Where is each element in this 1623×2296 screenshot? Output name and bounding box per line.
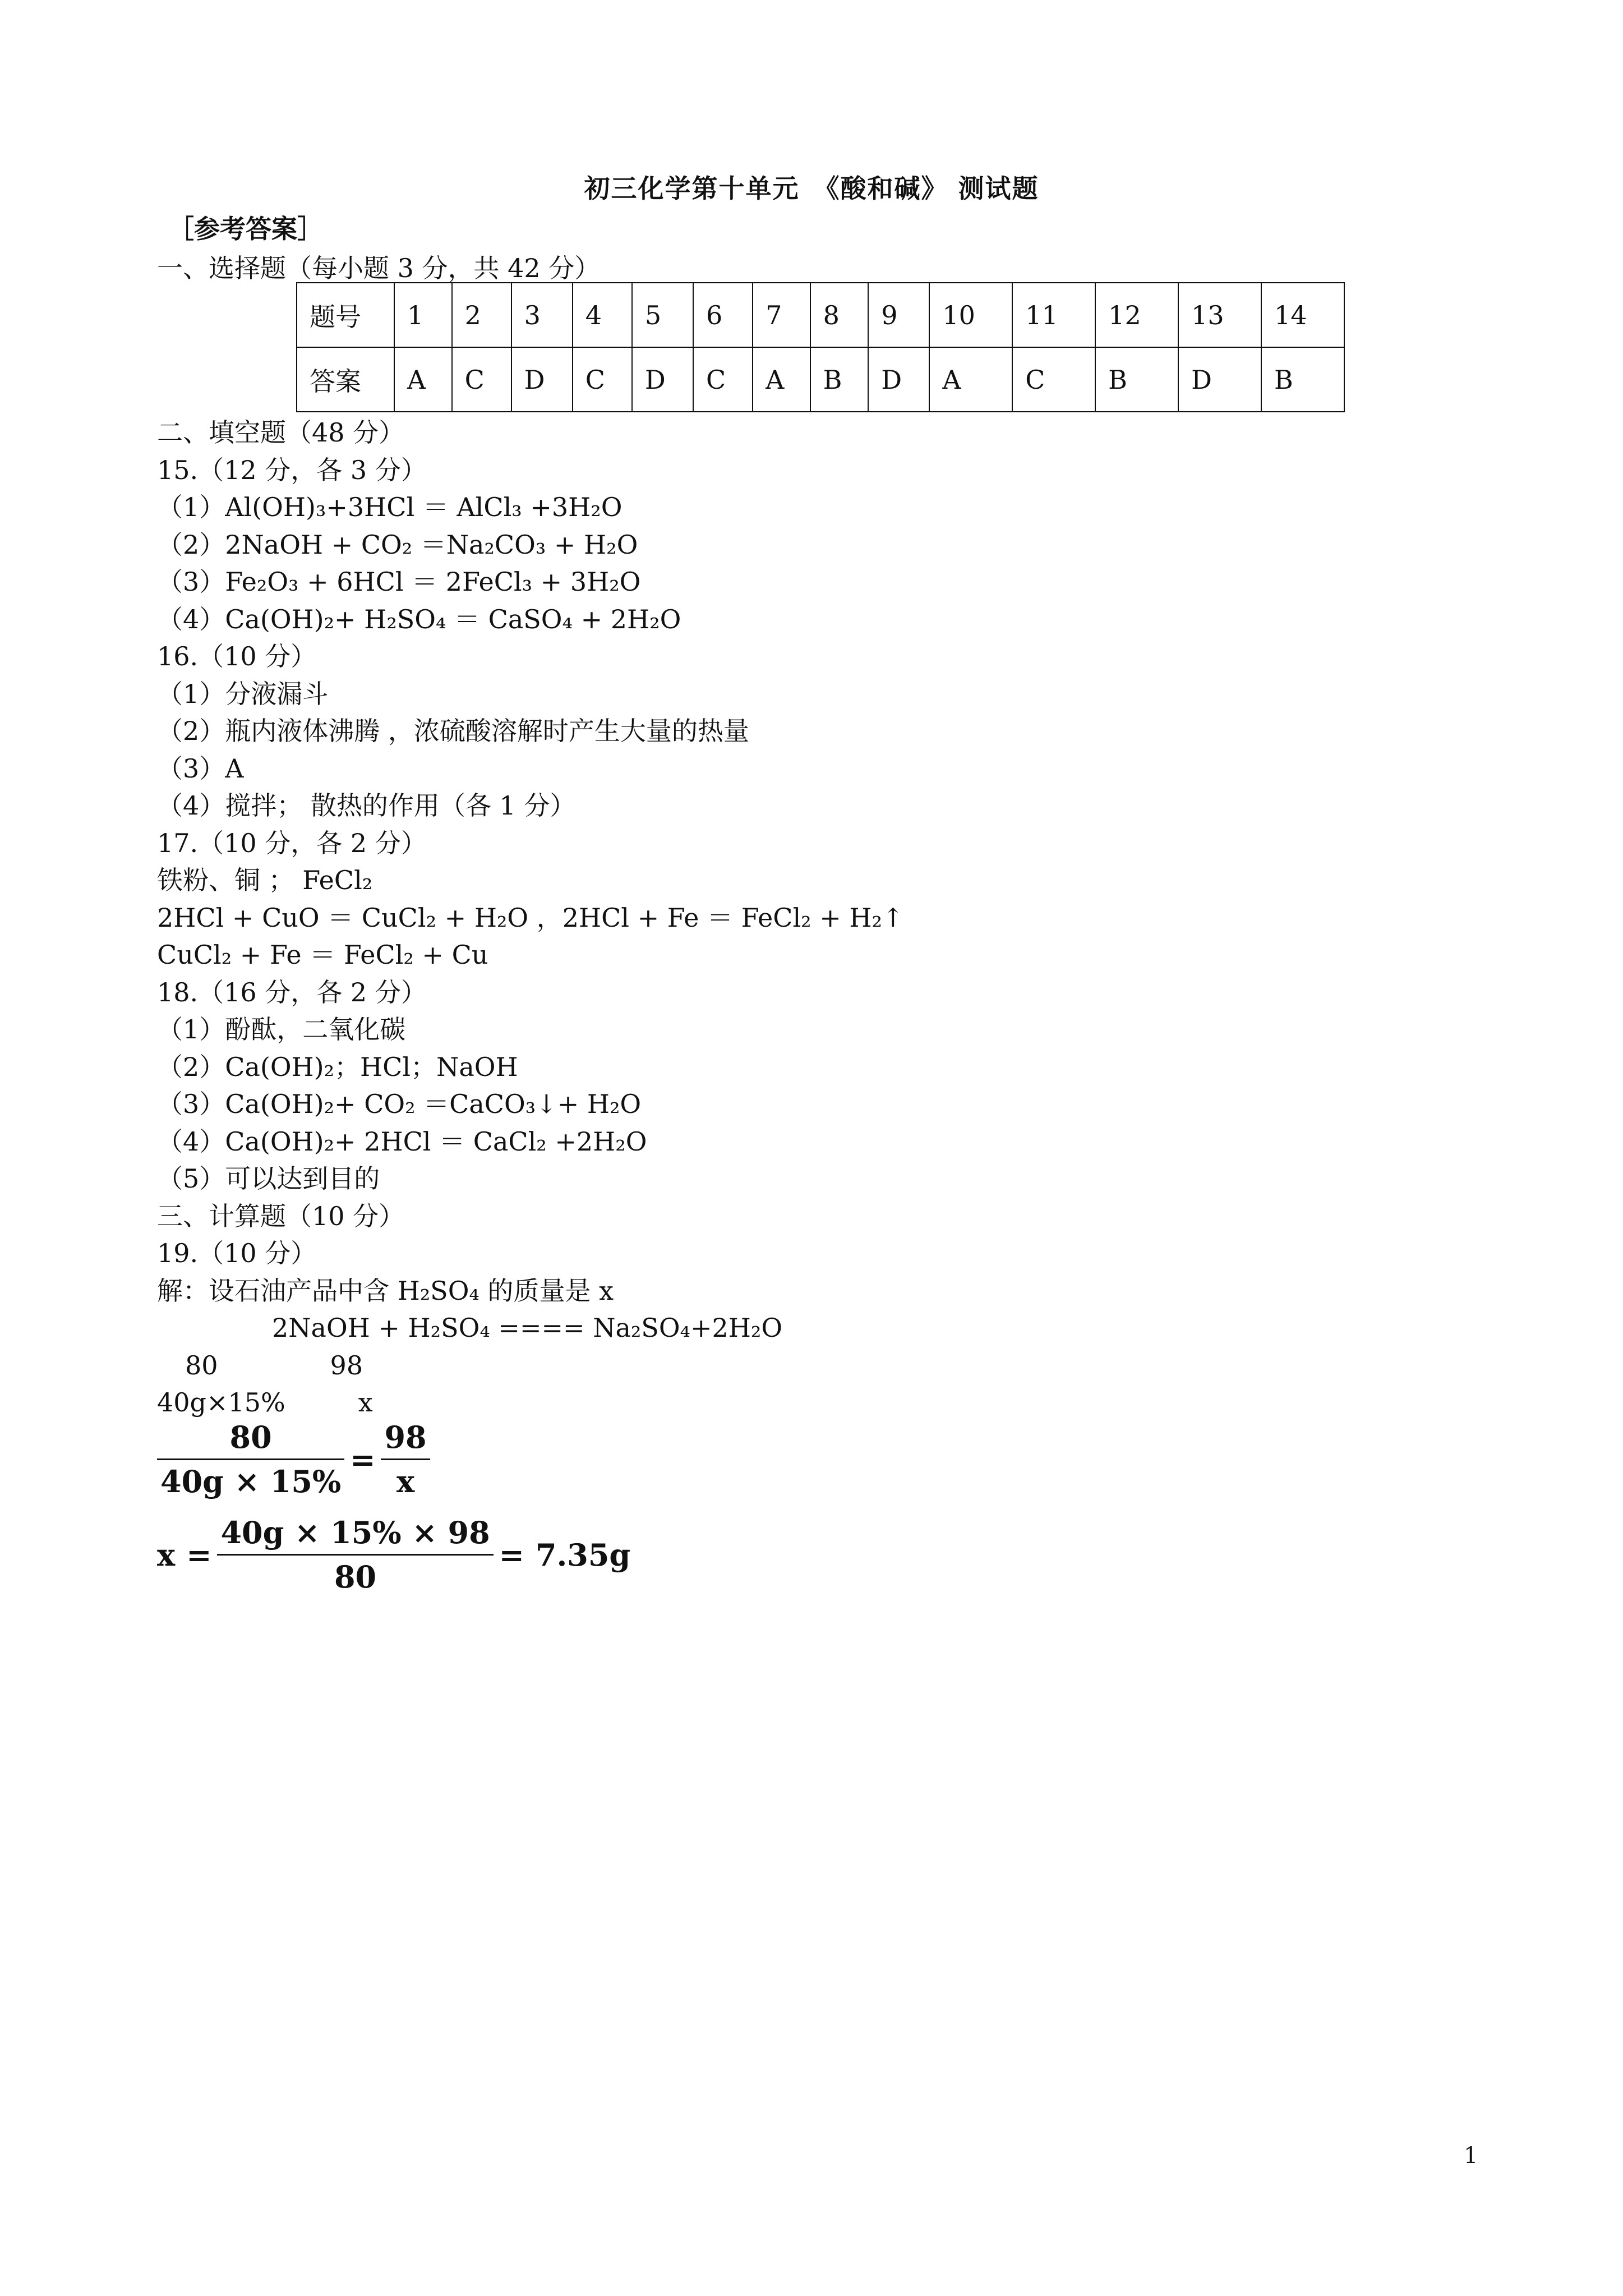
answer-cell: A <box>929 347 1012 412</box>
q15-heading: 15.（12 分，各 3 分） <box>157 454 427 485</box>
question-number: 14 <box>1261 283 1344 347</box>
proportion-left-numerator: 80 <box>157 1419 344 1460</box>
question-number: 3 <box>511 283 573 347</box>
result-denominator: 80 <box>334 1559 377 1595</box>
answer-table-answer-row <box>297 347 1344 412</box>
q16-answer-3: （3）A <box>157 753 244 784</box>
q16-heading: 16.（10 分） <box>157 641 317 671</box>
page-number: 1 <box>1464 2143 1478 2169</box>
q19-solve: 解：设石油产品中含 H₂SO₄ 的质量是 x <box>157 1275 614 1306</box>
proportion-left-fraction <box>157 1419 344 1499</box>
q16-answer-2: （2）瓶内液体沸腾 ，浓硫酸溶解时产生大量的热量 <box>157 716 749 746</box>
answer-cell: C <box>573 347 632 412</box>
answer-cell: A <box>753 347 810 412</box>
answer-cell: B <box>810 347 869 412</box>
answer-body <box>157 414 1447 1421</box>
q15-answer-2: （2）2NaOH + CO₂ ＝Na₂CO₃ + H₂O <box>157 529 638 560</box>
q16-answer-4: （4）搅拌； 散热的作用（各 1 分） <box>157 790 576 821</box>
q18-answer-1: （1）酚酞，二氧化碳 <box>157 1014 406 1045</box>
result-fraction <box>217 1515 493 1595</box>
q19-mass-h2so4: 98 <box>330 1350 363 1381</box>
q19-mass-naoh: 80 <box>185 1350 218 1381</box>
answer-cell: D <box>868 347 929 412</box>
question-number: 4 <box>573 283 632 347</box>
answer-cell: C <box>693 347 753 412</box>
q17-answer-1: 铁粉、铜 ； FeCl₂ <box>157 865 373 895</box>
answer-cell: C <box>1012 347 1095 412</box>
proportion-left-denominator: 40g × 15% <box>160 1464 342 1499</box>
question-row-label: 题号 <box>297 283 394 347</box>
answer-cell: C <box>452 347 511 412</box>
q19-result <box>157 1515 636 1595</box>
q15-answer-3: （3）Fe₂O₃ + 6HCl ＝ 2FeCl₃ + 3H₂O <box>157 567 641 597</box>
q18-answer-3: （3）Ca(OH)₂+ CO₂ ＝CaCO₃↓+ H₂O <box>157 1089 642 1119</box>
q18-answer-4: （4）Ca(OH)₂+ 2HCl ＝ CaCl₂ +2H₂O <box>157 1126 647 1157</box>
answer-cell: B <box>1095 347 1178 412</box>
answer-cell: D <box>511 347 573 412</box>
section-fill-heading: 二、填空题（48 分） <box>157 417 405 448</box>
section-calc-heading: 三、计算题（10 分） <box>157 1200 405 1231</box>
q18-heading: 18.（16 分，各 2 分） <box>157 977 427 1007</box>
q15-answer-1: （1）Al(OH)₃+3HCl ＝ AlCl₃ +3H₂O <box>157 492 623 522</box>
answer-cell: D <box>632 347 693 412</box>
result-variable: x <box>157 1536 176 1573</box>
equals-sign: = <box>350 1441 376 1478</box>
q19-given: 40g×15% <box>157 1387 285 1418</box>
q19-equation: 2NaOH + H₂SO₄ ==== Na₂SO₄+2H₂O <box>272 1313 783 1343</box>
question-number: 8 <box>810 283 869 347</box>
question-number: 9 <box>868 283 929 347</box>
answer-table-question-row <box>297 283 1344 347</box>
answer-cell: B <box>1261 347 1344 412</box>
question-number: 13 <box>1178 283 1261 347</box>
q18-answer-2: （2）Ca(OH)₂；HCl；NaOH <box>157 1051 518 1082</box>
proportion-right-denominator: x <box>396 1464 415 1499</box>
proportion-right-numerator: 98 <box>381 1419 430 1460</box>
q19-heading: 19.（10 分） <box>157 1238 317 1268</box>
q18-answer-5: （5）可以达到目的 <box>157 1163 380 1194</box>
answer-row-label: 答案 <box>297 347 394 412</box>
q19-quantities <box>157 1384 1447 1421</box>
question-number: 1 <box>394 283 452 347</box>
q19-unknown: x <box>358 1387 373 1418</box>
page-title: 初三化学第十单元 《酸和碱》 测试题 <box>584 173 1039 204</box>
question-number: 6 <box>693 283 753 347</box>
q16-answer-1: （1）分液漏斗 <box>157 678 329 709</box>
q15-answer-4: （4）Ca(OH)₂+ H₂SO₄ ＝ CaSO₄ + 2H₂O <box>157 604 681 634</box>
answer-cell: A <box>394 347 452 412</box>
result-value: 7.35g <box>535 1536 631 1573</box>
q17-answer-2: 2HCl + CuO ＝ CuCl₂ + H₂O ，2HCl + Fe ＝ FeCl₂ + H₂↑ <box>157 902 904 933</box>
q19-molar-masses <box>157 1347 1447 1384</box>
result-numerator: 40g × 15% × 98 <box>217 1515 493 1556</box>
question-number: 2 <box>452 283 511 347</box>
q19-proportion <box>157 1419 430 1499</box>
question-number: 7 <box>753 283 810 347</box>
question-number: 11 <box>1012 283 1095 347</box>
question-number: 10 <box>929 283 1012 347</box>
section-choice-heading: 一、选择题（每小题 3 分，共 42 分） <box>157 253 601 283</box>
question-number: 5 <box>632 283 693 347</box>
reference-answer-label: ［参考答案］ <box>168 214 323 244</box>
question-number: 12 <box>1095 283 1178 347</box>
equals-sign: = <box>186 1536 212 1573</box>
answer-cell: D <box>1178 347 1261 412</box>
q17-heading: 17.（10 分，各 2 分） <box>157 827 427 858</box>
equals-sign: = <box>499 1536 524 1573</box>
proportion-right-fraction <box>381 1419 430 1499</box>
answer-table <box>296 282 1345 412</box>
q17-answer-3: CuCl₂ + Fe ＝ FeCl₂ + Cu <box>157 940 488 970</box>
